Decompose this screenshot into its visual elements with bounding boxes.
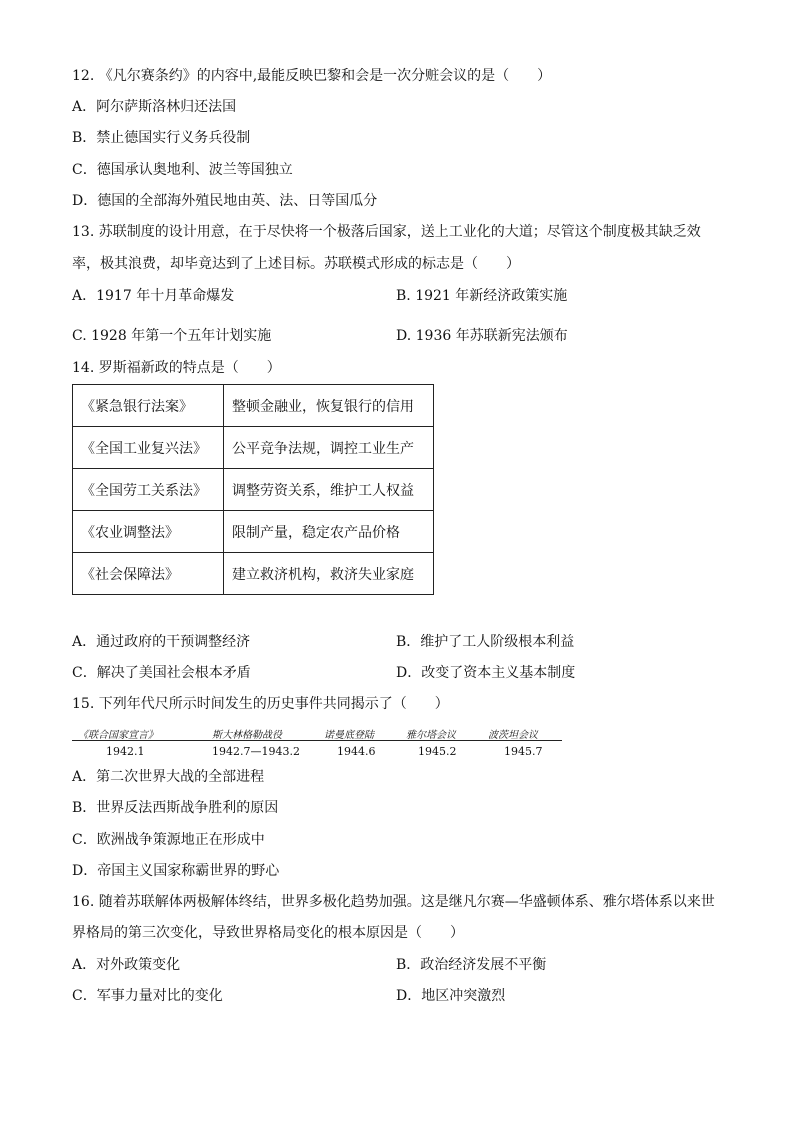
law-name: 《社会保障法》 (73, 553, 224, 595)
q12-option-a: A．阿尔萨斯洛林归还法国 (72, 99, 237, 115)
timeline-date: 1945.2 (418, 745, 457, 758)
q14-option-d: D．改变了资本主义基本制度 (396, 665, 576, 681)
q16-option-c: C．军事力量对比的变化 (72, 988, 223, 1004)
q12-option-b: B．禁止德国实行义务兵役制 (72, 130, 251, 146)
q16-option-d: D．地区冲突激烈 (396, 988, 506, 1004)
law-content: 公平竞争法规，调控工业生产 (224, 427, 434, 469)
timeline-event: 雅尔塔会议 (406, 730, 456, 741)
timeline-event: 斯大林格勒战役 (212, 730, 282, 741)
q13-option-b: B. 1921 年新经济政策实施 (396, 288, 568, 304)
q15-option-a: A．第二次世界大战的全部进程 (72, 769, 265, 785)
timeline-event: 诺曼底登陆 (324, 730, 374, 741)
table-row (73, 385, 434, 427)
q12-stem: 12. 《凡尔赛条约》的内容中,最能反映巴黎和会是一次分赃会议的是（ ） (72, 68, 552, 84)
q13-option-c: C. 1928 年第一个五年计划实施 (72, 328, 272, 344)
q16-stem-line2: 界格局的第三次变化，导致世界格局变化的根本原因是（ ） (72, 925, 464, 941)
law-name: 《全国工业复兴法》 (73, 427, 224, 469)
q14-option-a: A．通过政府的干预调整经济 (72, 634, 251, 650)
q15-stem: 15. 下列年代尺所示时间发生的历史事件共同揭示了（ ） (72, 696, 449, 712)
q15-option-d: D．帝国主义国家称霸世界的野心 (72, 863, 280, 879)
q15-option-c: C．欧洲战争策源地正在形成中 (72, 832, 265, 848)
q12-option-c: C．德国承认奥地利、波兰等国独立 (72, 162, 293, 178)
table-row (73, 469, 434, 511)
q14-stem: 14. 罗斯福新政的特点是（ ） (72, 360, 281, 376)
timeline-date: 1944.6 (337, 745, 376, 758)
q14-option-c: C．解决了美国社会根本矛盾 (72, 665, 251, 681)
new-deal-table (72, 384, 434, 595)
law-name: 《全国劳工关系法》 (73, 469, 224, 511)
timeline-date: 1945.7 (504, 745, 543, 758)
q12-option-d: D．德国的全部海外殖民地由英、法、日等国瓜分 (72, 193, 378, 209)
law-content: 建立救济机构，救济失业家庭 (224, 553, 434, 595)
q15-option-b: B．世界反法西斯战争胜利的原因 (72, 800, 279, 816)
law-content: 整顿金融业，恢复银行的信用 (224, 385, 434, 427)
law-name: 《农业调整法》 (73, 511, 224, 553)
q14-option-b: B．维护了工人阶级根本利益 (396, 634, 575, 650)
timeline-event: 《联合国家宣言》 (78, 730, 158, 741)
q13-option-d: D. 1936 年苏联新宪法颁布 (396, 328, 568, 344)
law-content: 调整劳资关系，维护工人权益 (224, 469, 434, 511)
timeline-axis (72, 740, 562, 741)
timeline-date: 1942.7—1943.2 (212, 745, 300, 758)
q16-option-b: B．政治经济发展不平衡 (396, 957, 547, 973)
table-row (73, 427, 434, 469)
table-row (73, 553, 434, 595)
q16-stem-line1: 16. 随着苏联解体两极解体终结，世界多极化趋势加强。这是继凡尔赛—华盛顿体系、雅尔塔体系以来世 (72, 894, 715, 910)
law-content: 限制产量，稳定农产品价格 (224, 511, 434, 553)
q13-stem-line2: 率，极其浪费，却毕竟达到了上述目标。苏联模式形成的标志是（ ） (72, 256, 520, 272)
q13-stem-line1: 13. 苏联制度的设计用意，在于尽快将一个极落后国家，送上工业化的大道；尽管这个制度极其缺乏效 (72, 224, 701, 240)
timeline-event: 波茨坦会议 (488, 730, 538, 741)
q16-option-a: A．对外政策变化 (72, 957, 181, 973)
law-name: 《紧急银行法案》 (73, 385, 224, 427)
q13-option-a: A．1917 年十月革命爆发 (72, 288, 235, 304)
timeline-ruler (72, 726, 564, 762)
timeline-date: 1942.1 (106, 745, 145, 758)
table-row (73, 511, 434, 553)
